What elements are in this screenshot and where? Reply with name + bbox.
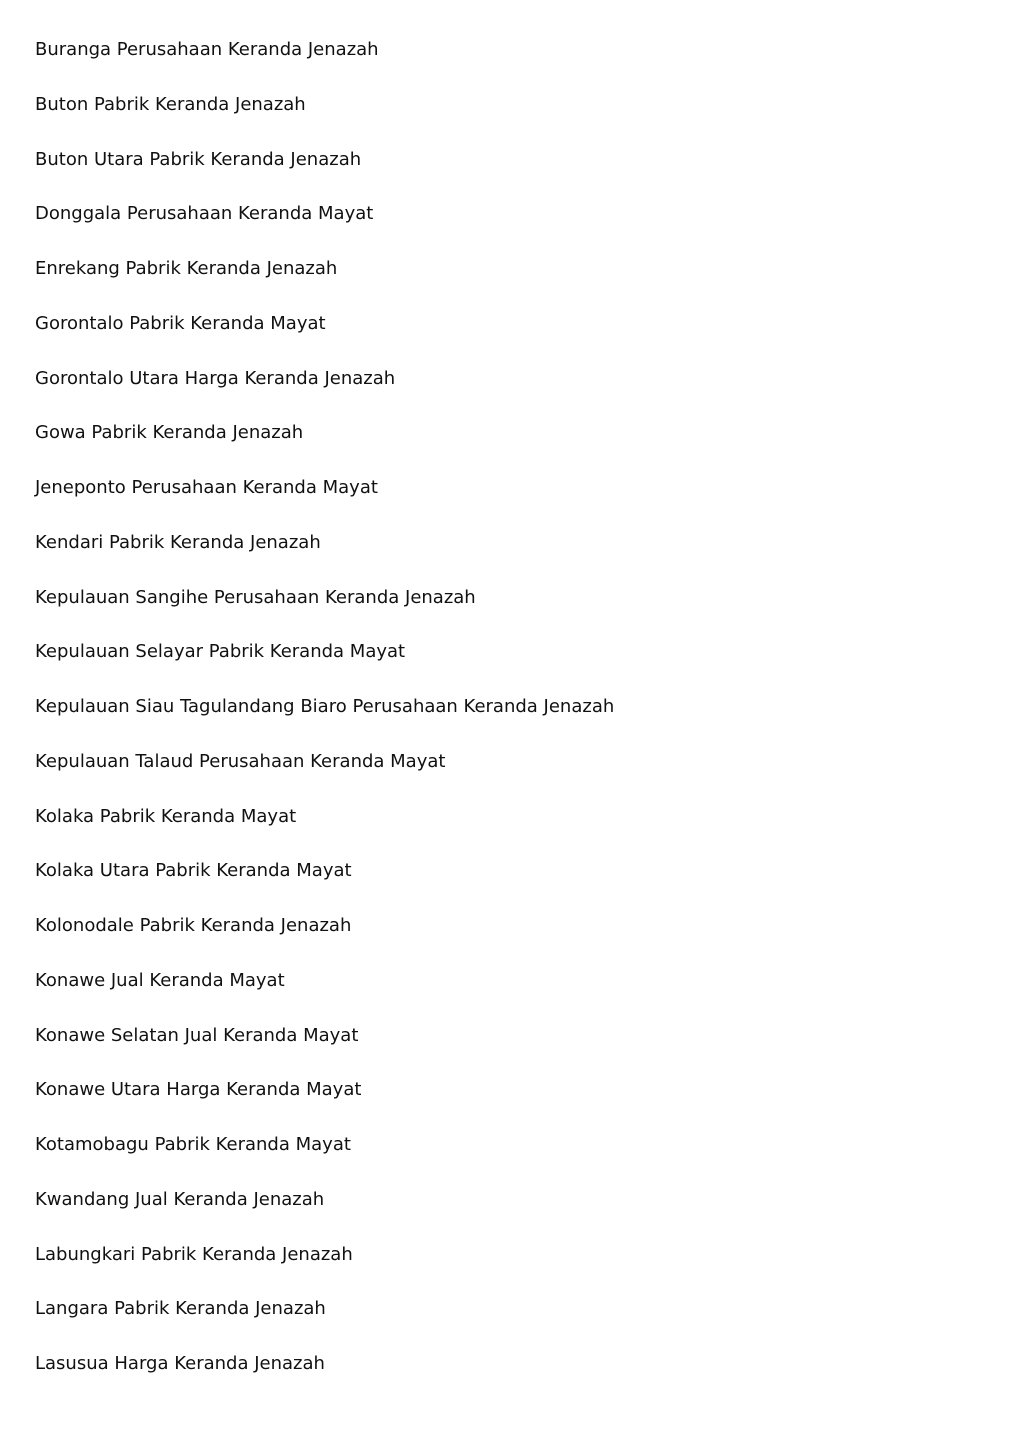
list-item: Gorontalo Utara Harga Keranda Jenazah [35, 367, 396, 389]
list-item: Enrekang Pabrik Keranda Jenazah [35, 258, 338, 279]
list-item: Kepulauan Siau Tagulandang Biaro Perusahaan Keranda Jenazah [35, 696, 615, 717]
list-item: Kwandang Jual Keranda Jenazah [35, 1188, 325, 1210]
list-item: Lasusua Harga Keranda Jenazah [35, 1353, 325, 1374]
list-item: Kepulauan Sangihe Perusahaan Keranda Jenazah [35, 586, 476, 608]
list-item: Kotamobagu Pabrik Keranda Mayat [35, 1134, 351, 1155]
list-item: Buton Utara Pabrik Keranda Jenazah [35, 148, 362, 170]
list-item: Kolonodale Pabrik Keranda Jenazah [35, 915, 352, 936]
list-item: Kepulauan Talaud Perusahaan Keranda Mayat [35, 750, 446, 772]
list-item: Kepulauan Selayar Pabrik Keranda Mayat [35, 641, 406, 663]
location-list [35, 36, 614, 1405]
list-item: Jeneponto Perusahaan Keranda Mayat [35, 477, 378, 498]
list-item: Langara Pabrik Keranda Jenazah [35, 1298, 326, 1320]
list-item: Labungkari Pabrik Keranda Jenazah [35, 1243, 353, 1265]
list-item: Kolaka Pabrik Keranda Mayat [35, 805, 297, 827]
list-item: Konawe Jual Keranda Mayat [35, 969, 285, 991]
list-item: Buranga Perusahaan Keranda Jenazah [35, 39, 379, 60]
list-item: Gowa Pabrik Keranda Jenazah [35, 422, 304, 444]
list-item: Buton Pabrik Keranda Jenazah [35, 93, 306, 115]
list-item: Donggala Perusahaan Keranda Mayat [35, 203, 374, 225]
list-item: Konawe Selatan Jual Keranda Mayat [35, 1024, 359, 1046]
list-item: Kendari Pabrik Keranda Jenazah [35, 531, 321, 553]
list-item: Kolaka Utara Pabrik Keranda Mayat [35, 860, 352, 882]
list-item: Konawe Utara Harga Keranda Mayat [35, 1079, 362, 1101]
list-item: Gorontalo Pabrik Keranda Mayat [35, 312, 326, 334]
